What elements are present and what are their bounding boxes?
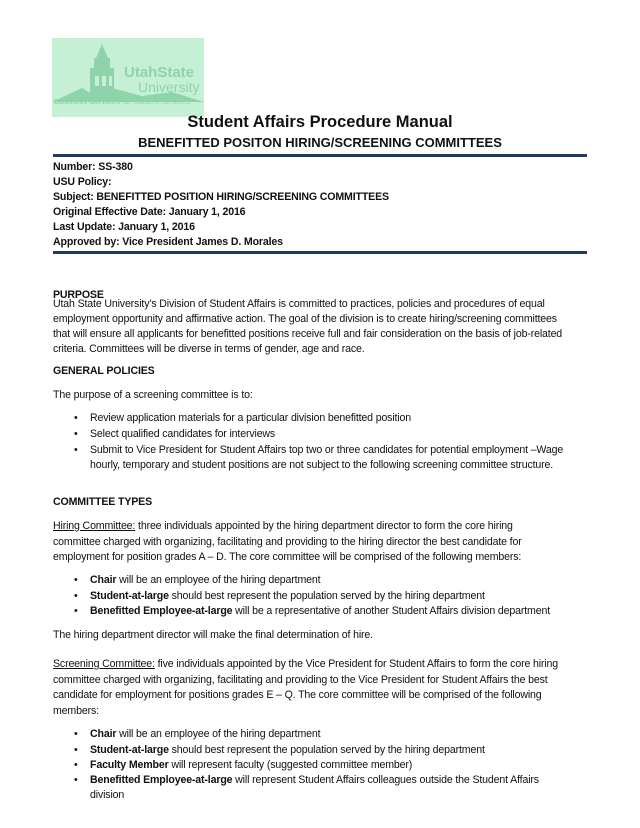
bullet-icon: • <box>74 590 78 602</box>
bullet-icon: • <box>74 774 78 786</box>
purpose-line: criteria. Committees will be diverse in terms of gender, age and race. <box>53 343 365 355</box>
purpose-line: employment opportunity and affirmative action. The goal of the division is to create hiring/screening committees <box>53 313 557 325</box>
page-title: Student Affairs Procedure Manual <box>187 113 453 131</box>
hiring-label: Hiring Committee: <box>53 520 136 532</box>
logo-university: University <box>138 79 200 95</box>
page-subtitle: BENEFITTED POSITON HIRING/SCREENING COMMITTEES <box>138 135 502 150</box>
bullet-icon: • <box>74 444 78 456</box>
purpose-heading: PURPOSE <box>53 289 104 301</box>
usu-logo <box>52 38 204 117</box>
general-intro: The purpose of a screening committee is to: <box>53 389 253 401</box>
screening-member: Benefitted Employee-at-large will represent Student Affairs colleagues outside the Student Affairs <box>90 774 539 786</box>
general-bullet-cont: hourly, temporary and student positions are not subject to the following screening committee structure. <box>90 459 554 471</box>
logo-utahstate: UtahState <box>124 64 195 81</box>
bullet-icon: • <box>74 428 78 440</box>
bullet-icon: • <box>74 574 78 586</box>
meta-number: Number: SS-380 <box>53 161 133 173</box>
bottom-rule <box>53 251 587 254</box>
general-bullet: Submit to Vice President for Student Affairs top two or three candidates for potential employment –Wage <box>90 444 564 456</box>
bullet-icon: • <box>74 759 78 771</box>
hiring-line: committee charged with organizing, facilitating and providing to the hiring director the best candidate for <box>53 536 522 548</box>
meta-approved-by: Approved by: Vice President James D. Morales <box>53 236 283 248</box>
types-heading: COMMITTEE TYPES <box>53 496 152 508</box>
meta-policy: USU Policy: <box>53 176 112 188</box>
hiring-line: Hiring Committee: three individuals appointed by the hiring department director to form the core hiring <box>53 520 513 532</box>
screening-line: candidate for employment for positions grades E – Q. The core committee will be comprised of the following <box>53 689 542 701</box>
purpose-line: Utah State University’s Division of Student Affairs is committed to practices, policies and procedures of equal <box>53 298 545 310</box>
screening-member: Chair will be an employee of the hiring department <box>90 728 321 740</box>
top-rule <box>53 154 587 157</box>
hiring-member: Chair will be an employee of the hiring department <box>90 574 321 586</box>
bullet-icon: • <box>74 728 78 740</box>
hiring-line: employment for position grades A – D. The core committee will be comprised of the following members: <box>53 551 522 563</box>
bullet-icon: • <box>74 412 78 424</box>
meta-subject: Subject: BENEFITTED POSITION HIRING/SCREENING COMMITTEES <box>53 191 389 203</box>
bullet-icon: • <box>74 744 78 756</box>
purpose-line: that will ensure all applicants for benefitted positions receive full and fair consideration on the basis of job-related <box>53 328 563 340</box>
general-heading: GENERAL POLICIES <box>53 365 155 377</box>
screening-member: Faculty Member will represent faculty (suggested committee member) <box>90 759 413 771</box>
screening-line: committee charged with organizing, facilitating and providing to the Vice President for Student Affairs the best <box>53 674 548 686</box>
screening-line: members: <box>53 705 99 717</box>
hiring-member: Student-at-large should best represent the population served by the hiring department <box>90 590 485 602</box>
logo-tagline: Business Services for Student Services <box>54 97 190 106</box>
general-bullet: Review application materials for a particular division benefitted position <box>90 412 412 424</box>
meta-effective-date: Original Effective Date: January 1, 2016 <box>53 206 246 218</box>
screening-member-cont: division <box>90 789 125 801</box>
hiring-note: The hiring department director will make the final determination of hire. <box>53 629 373 641</box>
bullet-icon: • <box>74 605 78 617</box>
screening-line: Screening Committee: five individuals appointed by the Vice President for Student Affairs to form the core hiring <box>53 658 558 670</box>
screening-label: Screening Committee: <box>53 658 155 670</box>
screening-member: Student-at-large should best represent the population served by the hiring department <box>90 744 485 756</box>
hiring-member: Benefitted Employee-at-large will be a representative of another Student Affairs division department <box>90 605 550 617</box>
meta-last-update: Last Update: January 1, 2016 <box>53 221 195 233</box>
general-bullet: Select qualified candidates for interviews <box>90 428 276 440</box>
